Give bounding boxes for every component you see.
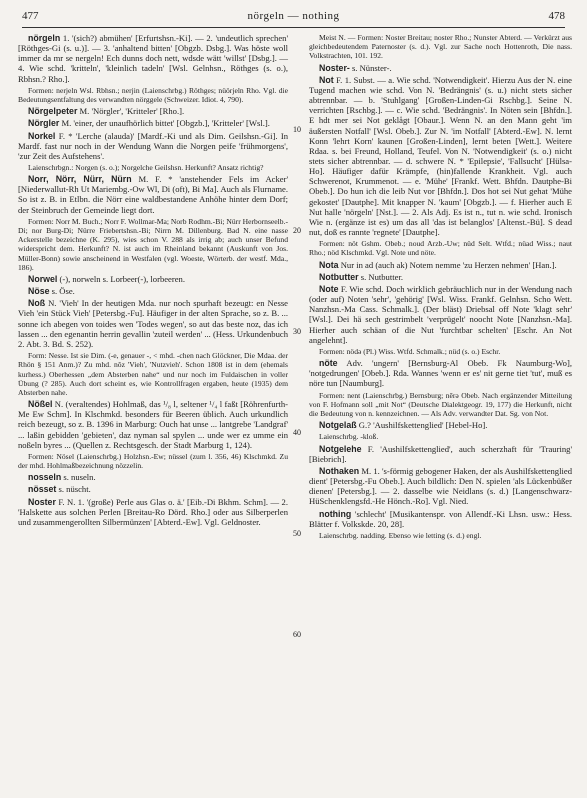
entry-text: Laienschrbg. -kloß. xyxy=(319,432,379,442)
entry-headword: Notgelaß xyxy=(319,420,357,431)
margin-line-number: 50 xyxy=(293,529,301,538)
entry-headword: Notgelehe xyxy=(319,443,362,454)
dictionary-entry xyxy=(18,399,288,450)
entry-headword: nosseln xyxy=(28,472,62,483)
entry-text: Formen: nent (Laienschrbg.) Bernsburg; nērə Obeb. Nach ergänzender Mitteilung von F. Hofmann soll „mit Not“ (Deutsche Dialektgeogr. 19, 177) die Herkunft, nicht die Bedeutung von n. kennzeichnen. — Als Adv. verwandter Dat. Sg. von Not. xyxy=(309,390,572,418)
entry-text: s. nüscht. xyxy=(56,484,91,495)
entry-headword: nörgeln xyxy=(28,33,61,43)
entry-note xyxy=(309,239,572,257)
entry-text: F. 'Aushilfskettenglied', auch scherzhaft für 'Trauring' [Biebrich]. xyxy=(309,443,572,464)
right-column xyxy=(309,33,572,542)
entry-text: F. Wie schd. Doch wirklich gebräuchlich nur in der Wendung nach (oder auf) Noten 'sehr', 'gehörig' [Wsl. Wiss. Frankf. Gelnhsn. Scho Wett. Nanzhsn.-Ma Cass. Schmalk.]. (Der bläst) Driebsal off Note 'klagt sehr' [Wsl.]. Dei hä sech gestrimbelt 'verprügelt' noocht Note [Nanzhsn.-Ma]. Hierher auch schäan of die Nut 'furchtbar schelten' [Eschr. An Not angelehnt]. xyxy=(309,283,572,345)
entry-headword: Norkel xyxy=(28,130,56,141)
running-title: nörgeln — nothing xyxy=(247,10,340,22)
entry-text: s. Nünster-. xyxy=(349,62,392,73)
entry-headword: Noster xyxy=(28,496,56,507)
dictionary-entry xyxy=(309,272,572,282)
entry-text: Form: Nesse. Ist sie Dim. (-e, genauer -, < mhd. -chen nach Glöckner, Die Mdaa. der Rhön § 151 Anm.)? Zu mhd. nôz 'Vieh', 'Nutzvieh'. Schon 1808 ist in dem (ehemals kurhess.) Oberhessen „dem Absterben nahe“ und nur noch im Fuldaischen in voller Übung (? 285). Auch dort scheint es, wie Kontrollfragen ergaben, heute (1935) dem Absterben nahe. xyxy=(18,351,288,397)
margin-line-number: 40 xyxy=(293,428,301,437)
entry-note xyxy=(18,86,288,104)
entry-headword: Not xyxy=(319,74,334,85)
entry-text: Nur in ad (auch ak) Notem nemme 'zu Herzen nehmen' [Han.]. xyxy=(338,259,557,270)
entry-text: G.? 'Aushilfskettenglied' [Hebel-Ho]. xyxy=(356,420,488,431)
entry-headword: Noß xyxy=(28,298,46,309)
entry-text: Formen: nerjeln Wsl. Rbhsn.; nerjin (Laienschrbg.) Röthges; nüörjeln Rho. Vgl. die Bedeutungsentfaltung des verwandten nörggele (Schweizer. Idiot. 4, 790). xyxy=(18,85,288,104)
dictionary-entry xyxy=(309,260,572,270)
entry-headword: Nöse xyxy=(28,286,50,297)
margin-line-number: 60 xyxy=(293,630,301,639)
entry-note xyxy=(18,452,288,470)
margin-line-number: 20 xyxy=(293,226,301,235)
entry-text: F. * 'Lerche (alauda)' [Mardf.-Ki und als Dim. Geilshsn.-Gi]. In Mardf. fast nur noch in der Wendung Wann die Norgen peife 'frühmorgens', 'zur Zeit des Aufstehens'. xyxy=(18,130,288,161)
entry-headword: nösset xyxy=(28,484,57,495)
dictionary-entry xyxy=(18,118,288,128)
entry-headword: Nota xyxy=(319,259,339,270)
margin-line-number: 30 xyxy=(293,327,301,336)
entry-headword: Nörgler xyxy=(28,118,60,129)
dictionary-entry xyxy=(18,286,288,296)
entry-text: Formen: nöt Gshm. Obeb.; noud Arzb.-Uw; nüd Selt. Wtfd.; nüad Wiss.; naut Rho.; nöd Klschmkd. Vgl. Note und nöte. xyxy=(309,239,572,258)
entry-headword: nöte xyxy=(319,358,338,369)
entry-headword: Noster- xyxy=(319,62,350,73)
header-rule xyxy=(22,27,565,28)
entry-note xyxy=(309,347,572,356)
entry-text: N. (veraltendes) Hohlmaß, das ¹/₈ l, seltener ¹/₄ l faßt [Röhrenfurth-Me Ew Schm]. In Klschmkd. besonders für Beeren üblich. Auch urkundlich reich bezeugt, so z. B. 1396 in Marburg: Ouch hat unse ... lantgrebe 'Landgraf' ... laßin gebidden 'gebieten', daz nyman sal spylen ... unde wer ez umme ein noßeln byres ... (Quellen z. Rechtsgesch. der Stadt Marburg 1, 124). xyxy=(18,399,288,450)
dictionary-entry xyxy=(18,484,288,494)
dictionary-entry xyxy=(18,33,288,84)
entry-headword: Nothaken xyxy=(319,465,360,476)
entry-text: s. nuseln. xyxy=(61,472,96,483)
entry-text: Laienschrbgn.: Norgen (s. o.); Norgelche Geilshsn. Herkunft? Ansatz richtig? xyxy=(28,162,264,172)
margin-line-number: 10 xyxy=(293,125,301,134)
entry-text: M. 'einer, der unaufhörlich bittet' [Obgzb.], 'Kritteler' [Wsl.]. xyxy=(59,118,270,129)
dictionary-entry xyxy=(309,358,572,388)
entry-text: F. 1. Subst. — a. Wie schd. 'Notwendigkeit'. Hierzu Aus der N. eine Tugend machen wie schd. Von N. 'Bedrängnis' (s. u.) nicht stets sicher abtrennbar. — b. 'Stuhlgang' [Großen-Linden-Gi Rschbg.]. Seine N. verrichten [Rschbg.]. — c. Wie schd. 'Bedrängnis'. In Nöten sein [Bhfdn.]. E hdt mer sei Not geklågt [Obaur.]. Wenn N. an den Mann geht 'im äußersten Notfall' [Wsl. Obeb.]. Zur N. 'im Notfall' [Abterd.-Ew]. N. lernt Konn 'lehrt Korn' kaunen [Großen-Linden], lernt beten [Wett.]. Weitere Rdaa. s. bei Freund, Holland, Teufel. Von N. 'Notwendigkeit' (s. o.) nicht stets sicher abtrennbar. — d. schwere N. * 'Epilepsie', 'Fallsucht' [Hülsa-Ho]. Häufiger dafür Krämpfe, (hin)fallende Krankheit. Vgl. auch Schwerenot, Krummenot. — e. 'Mühe' [Frankf. Wett. Bhfdn. Dautphe-Bi Obeb.]. Do hun ich die leib Nut vor [Bhfdn.]. Dos hot sei Nut gehat 'Mühe gekostet' [Dautphe]. Mit knapper N. 'kaum' [Obgzb.]. — f. Hierher auch E Nut halle 'nörgeln' [Nst.]. — 2. Als Adj. Es ist n., tut n. wie schd. Ironisch Wie n. (ergänze ist es) um das all 'das ist belanglos' [Altenst.-Bü]. S dead nut, doß es rannte 'regnete' [Dautphe]. xyxy=(309,74,572,238)
entry-headword: Notbutter xyxy=(319,271,359,282)
entry-note xyxy=(18,217,288,272)
entry-headword: Note xyxy=(319,283,339,294)
page-header xyxy=(22,10,565,26)
dictionary-entry xyxy=(309,284,572,345)
entry-text: 1. '(sich?) abmühen' [Erfurtshsn.-Ki]. — 2. 'undeutlich sprechen' [Röthges-Gi (s. u.)]. — 3. 'anhaltend bitten' [Obgzb. Dsbg.]. Was höste woll immer da mr se nergeln! Ech dunns doch nett, wdsde wätt 'willst' [Dsbg.]. — 4. Wie schd. 'kritteln', 'kleinlich tadeln' [Wsl. Gelnhsn., Röthges (s. o.), Rbhsn.? Rho.]. xyxy=(18,33,288,84)
dictionary-entry xyxy=(18,274,288,284)
entry-text: s. Nutbutter. xyxy=(358,271,403,282)
dictionary-entry xyxy=(309,466,572,507)
dictionary-entry xyxy=(309,509,572,529)
entry-text: Formen: Norr M. Buch.; Norr F. Wollmar-Ma; Norb Rodhm.-Bi; Nürr Herbornseelb.-Di; nor Burg-Di; Nürre Friebertshsn.-Bi; Nirrn M. Dillenburg. Bad N. eine nasse Ackerstelle bezeichne (K. 295), wies schon V. 288 als irrig ab; auch unser Befund widerspricht dem. Herkunft? N. ist auch im Rheinland bekannt (Auskunft von Jos. Müller-Bonn) sowie anscheinend in Westfalen (vgl. Woeste, Wörterb. der westf. Mda., 186). xyxy=(18,216,288,272)
entry-headword: Nörgelpeter xyxy=(28,106,78,117)
entry-note xyxy=(309,391,572,419)
entry-text: M. 1. 's-förmig gebogener Haken, der als Aushilfskettenglied dient' [Petersbg.-Fu Obeb.]. Auch bildlich: Den N. spielen 'als Lückenbüßer dienen' [Petersbg.]. — 2. dasselbe wie Neidlans (s. d.) [Langenschwarz-HüSchenklengsfd.-He Hönch.-Ro]. Vgl. Nied. xyxy=(309,465,572,507)
entry-text: N. 'Vieh' In der heutigen Mda. nur noch spurhaft bezeugt: en Nesse Vieh 'ein Stück Vieh' [Petersbg.-Fu]. Häufiger in der alten Sprache, so z. B. ... sonne ich abegen von toides wen 'Todes wegen', so aut das beste noz, das ich lassen ... den egenantin herrin gevallin 'zuteil werden' ... (Hess. Urkundenbuch 2. Abt. 3. Bd. S. 252). xyxy=(18,298,288,349)
left-column xyxy=(18,33,288,529)
dictionary-entry xyxy=(18,174,288,215)
entry-text: Formen: Nösel (Laienschrbg.) Holzhsn.-Ew; nüssel (zum l. 356, 46) Klschmkd. Zu der mhd. Hohlmaßbezeichnung nözzelin. xyxy=(18,451,288,471)
entry-text: M. 'Nörgler', 'Kritteler' [Rho.]. xyxy=(77,106,185,117)
page-number-left: 477 xyxy=(22,10,39,22)
dictionary-entry xyxy=(18,472,288,482)
dictionary-entry xyxy=(309,75,572,238)
entry-text: (-), norweln s. Lorbeer(-), lorbeeren. xyxy=(57,274,185,285)
entry-text: M. F. * 'anstehender Fels im Acker' [Niederwallut-Rh Ut Mariembg.-Ow Wl, Di (oft), Bi Ma]. Auch als Flurname. So ist z. B. in Etlbn. die Nörr eine waldbestandene Anhöhe hinter dem Dorf; der Steinbruch der Gemeinde liegt dort. xyxy=(18,174,288,215)
dictionary-entry xyxy=(18,131,288,161)
page-number-right: 478 xyxy=(548,10,565,22)
entry-headword: nothing xyxy=(319,508,352,519)
dictionary-entry xyxy=(18,298,288,349)
entry-note xyxy=(18,351,288,397)
entry-text: 'schlecht' [Musikantenspr. von Allendf.-Ki Lhsn. usw.: Hess. Blätter f. Volkskde. 20, 28]. xyxy=(309,508,572,529)
entry-text: Laienschrbg. nadding. Ebenso wie letting (s. d.) engl. xyxy=(319,530,482,540)
dictionary-entry xyxy=(18,497,288,527)
dictionary-entry xyxy=(309,444,572,464)
entry-note xyxy=(309,531,572,540)
entry-note xyxy=(18,163,288,172)
entry-text: Meist N. — Formen: Noster Breitau; noster Rho.; Nunster Abterd. — Verkürzt aus gleichbedeutendem Paternoster (s. d.). Vgl. zur Sache noch Hottenroth, Die nass. Volkstrachten, 101. 192. xyxy=(309,33,572,61)
dictionary-entry xyxy=(309,63,572,73)
entry-text: Adv. 'ungern' [Bernsburg-Al Obeb. Fk Naumburg-Wo], 'notgedrungen' [Obeb.]. Rda. Wannes 'wenn er es' nit gerne tiet 'tut', muß es nöre tun [Naumburg]. xyxy=(309,358,572,389)
entry-headword: Nößel xyxy=(28,399,53,410)
entry-text: s. Öse. xyxy=(49,286,75,297)
entry-note xyxy=(309,432,572,441)
entry-headword: Norr, Nörr, Nürr, Nürn xyxy=(28,174,132,185)
dictionary-entry xyxy=(18,106,288,116)
entry-text: Formen: nödə (Pl.) Wiss. Wtfd. Schmalk.; nüd (s. o.) Eschr. xyxy=(319,346,501,356)
dictionary-entry xyxy=(309,420,572,430)
entry-note xyxy=(309,33,572,61)
entry-headword: Norwel xyxy=(28,274,58,285)
entry-text: F. N. 1. '(große) Perle aus Glas o. ä.' [Eib.-Di Bkhm. Schm]. — 2. 'Halskette aus solchen Perlen [Breitau-Ro Dörd. Rho.] oder aus Silberperlen und zusammengerollten Silbermünzen' [Abterd.-Ew]. Vgl. Geldnoster. xyxy=(18,496,288,527)
